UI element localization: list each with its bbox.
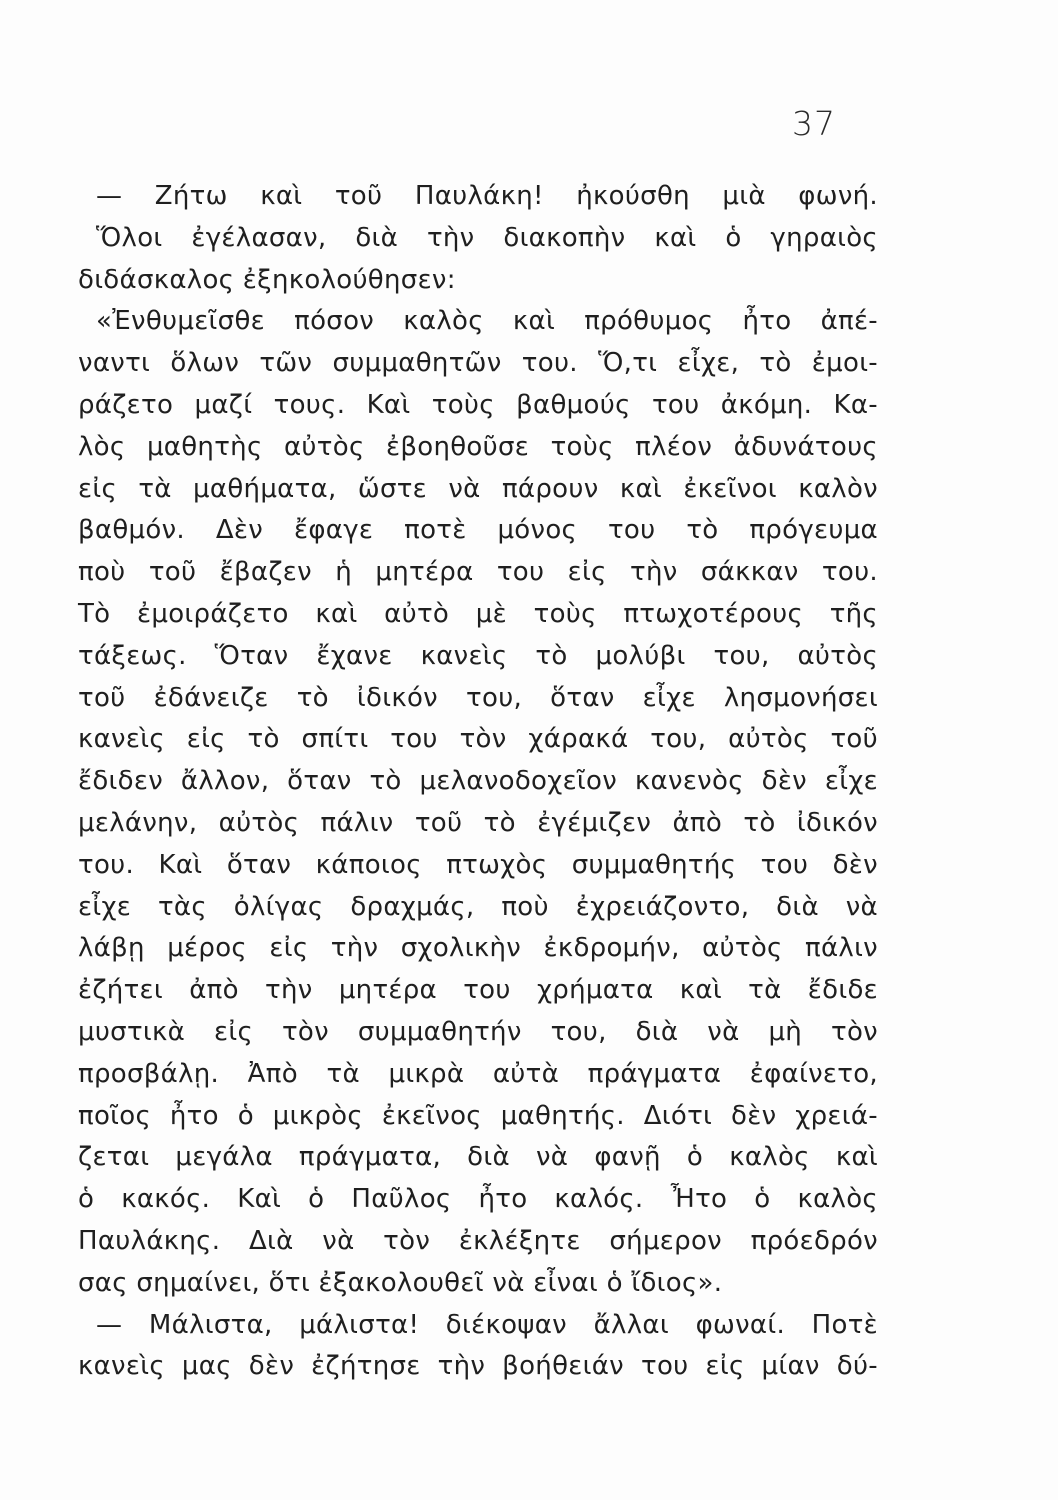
text-line: διδάσκαλος ἐξηκολούθησεν: bbox=[78, 264, 456, 295]
text-line: του. Καὶ ὅταν κάποιος πτωχὸς συμμαθητής του δὲν bbox=[78, 849, 878, 880]
text-line: κανεὶς εἰς τὸ σπίτι του τὸν χάρακά του, αὐτὸς τοῦ bbox=[78, 724, 878, 755]
text-line: ναντι ὅλων τῶν συμμαθητῶν του. Ὅ,τι εἶχε, τὸ ἐμοι- bbox=[78, 348, 878, 379]
text-line: προσβάλῃ. Ἀπὸ τὰ μικρὰ αὐτὰ πράγματα ἐφαίνετο, bbox=[78, 1058, 878, 1089]
text-line: λὸς μαθητὴς αὐτὸς ἐβοηθοῦσε τοὺς πλέον ἀδυνάτους bbox=[78, 431, 878, 462]
text-line: ἔδιδεν ἄλλον, ὅταν τὸ μελανοδοχεῖον κανενὸς δὲν εἶχε bbox=[78, 766, 878, 797]
text-line: ποῖος ἦτο ὁ μικρὸς ἐκεῖνος μαθητής. Διότι δὲν χρειά- bbox=[78, 1100, 878, 1131]
text-line: σας σημαίνει, ὅτι ἐξακολουθεῖ νὰ εἶναι ὁ ἴδιος». bbox=[78, 1267, 723, 1298]
text-line: ὁ κακός. Καὶ ὁ Παῦλος ἦτο καλός. Ἦτο ὁ καλὸς bbox=[78, 1184, 878, 1215]
text-line: Ὅλοι ἐγέλασαν, διὰ τὴν διακοπὴν καὶ ὁ γηραιὸς bbox=[96, 222, 878, 253]
page-number: 37 bbox=[792, 104, 836, 143]
text-line: εἶχε τὰς ὀλίγας δραχμάς, ποὺ ἐχρειάζοντο, διὰ νὰ bbox=[78, 891, 878, 922]
text-line: μελάνην, αὐτὸς πάλιν τοῦ τὸ ἐγέμιζεν ἀπὸ τὸ ἰδικόν bbox=[78, 807, 878, 838]
text-line: ζεται μεγάλα πράγματα, διὰ νὰ φανῇ ὁ καλὸς καὶ bbox=[78, 1142, 878, 1173]
text-line: τοῦ ἐδάνειζε τὸ ἰδικόν του, ὅταν εἶχε λησμονήσει bbox=[78, 682, 878, 713]
text-line: — Ζήτω καὶ τοῦ Παυλάκη! ἠκούσθη μιὰ φωνή. bbox=[96, 181, 878, 211]
text-line: ποὺ τοῦ ἔβαζεν ἡ μητέρα του εἰς τὴν σάκκαν του. bbox=[78, 557, 878, 588]
text-line: τάξεως. Ὅταν ἔχανε κανεὶς τὸ μολύβι του, αὐτὸς bbox=[78, 640, 878, 671]
text-line: κανεὶς μας δὲν ἐζήτησε τὴν βοήθειάν του εἰς μίαν δύ- bbox=[78, 1351, 878, 1382]
text-line: λάβῃ μέρος εἰς τὴν σχολικὴν ἐκδρομήν, αὐτὸς πάλιν bbox=[78, 933, 878, 964]
text-line: εἰς τὰ μαθήματα, ὥστε νὰ πάρουν καὶ ἐκεῖνοι καλὸν bbox=[78, 473, 878, 504]
text-line: Τὸ ἐμοιράζετο καὶ αὐτὸ μὲ τοὺς πτωχοτέρους τῆς bbox=[78, 598, 878, 629]
text-line: βαθμόν. Δὲν ἔφαγε ποτὲ μόνος του τὸ πρόγευμα bbox=[78, 515, 878, 546]
text-line: ράζετο μαζί τους. Καὶ τοὺς βαθμούς του ἀκόμη. Κα- bbox=[78, 389, 878, 420]
text-line: Παυλάκης. Διὰ νὰ τὸν ἐκλέξητε σήμερον πρόεδρόν bbox=[78, 1225, 878, 1256]
text-line: «Ἐνθυμεῖσθε πόσον καλὸς καὶ πρόθυμος ἦτο ἀπέ- bbox=[96, 306, 878, 337]
text-line: — Μάλιστα, μάλιστα! διέκοψαν ἄλλαι φωναί. Ποτὲ bbox=[96, 1309, 878, 1340]
body-text bbox=[78, 176, 878, 1388]
text-line: ἐζήτει ἀπὸ τὴν μητέρα του χρήματα καὶ τὰ ἔδιδε bbox=[78, 975, 878, 1006]
text-line: μυστικὰ εἰς τὸν συμμαθητήν του, διὰ νὰ μὴ τὸν bbox=[78, 1016, 878, 1047]
